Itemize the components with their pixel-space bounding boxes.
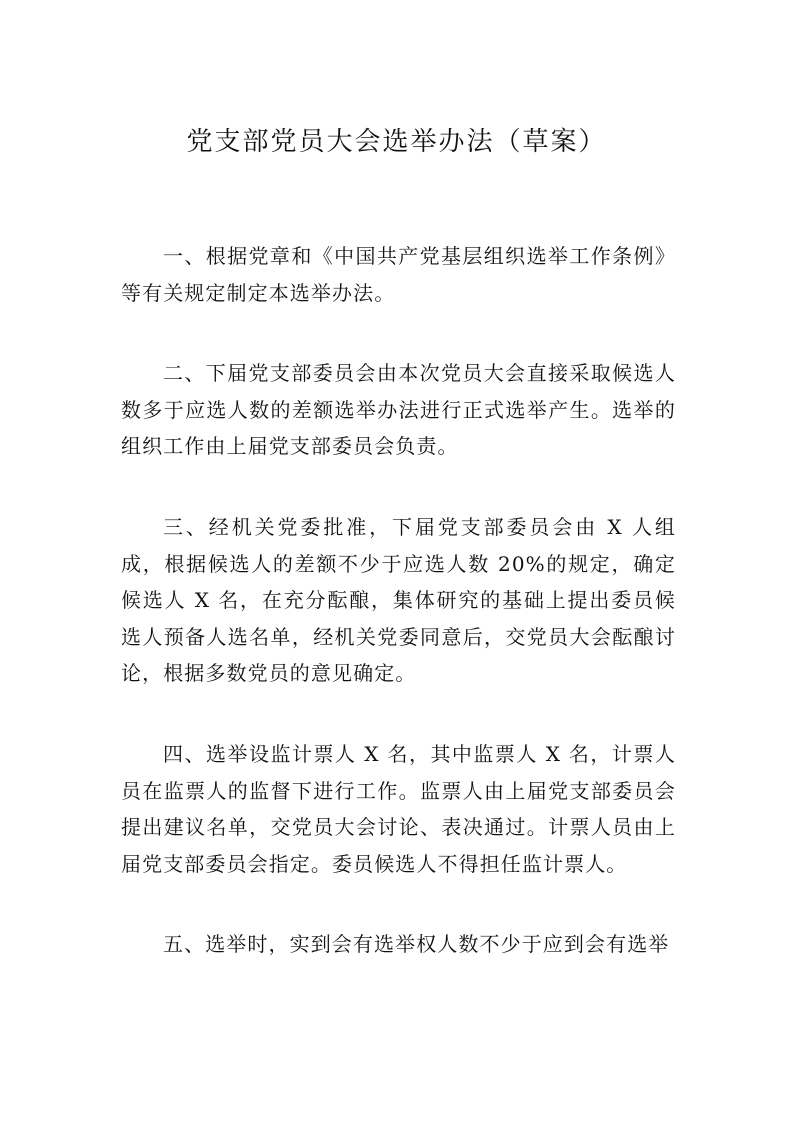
paragraph-3: 三、经机关党委批准，下届党支部委员会由 X 人组成，根据候选人的差额不少于应选人数 20%的规定，确定候选人 X 名，在充分酝酿，集体研究的基础上提出委员候选人预备人选名单，经机关党委同意后，交党员大会酝酿讨论，根据多数党员的意见确定。 bbox=[121, 514, 676, 686]
document-body bbox=[121, 238, 676, 963]
paragraph-5: 五、选举时，实到会有选举权人数不少于应到会有选举 bbox=[163, 932, 670, 957]
document-title: 党支部党员大会选举办法（草案） bbox=[186, 127, 607, 157]
paragraph-4: 四、选举设监计票人 X 名，其中监票人 X 名，计票人员在监票人的监督下进行工作。监票人由上届党支部委员会提出建议名单，交党员大会讨论、表决通过。计票人员由上届党支部委员会指定。委员候选人不得担任监计票人。 bbox=[121, 741, 676, 876]
paragraph-1: 一、根据党章和《中国共产党基层组织选举工作条例》等有关规定制定本选举办法。 bbox=[121, 244, 676, 305]
paragraph-2: 二、下届党支部委员会由本次党员大会直接采取候选人数多于应选人数的差额选举办法进行正式选举产生。选举的组织工作由上届党支部委员会负责。 bbox=[121, 361, 676, 459]
